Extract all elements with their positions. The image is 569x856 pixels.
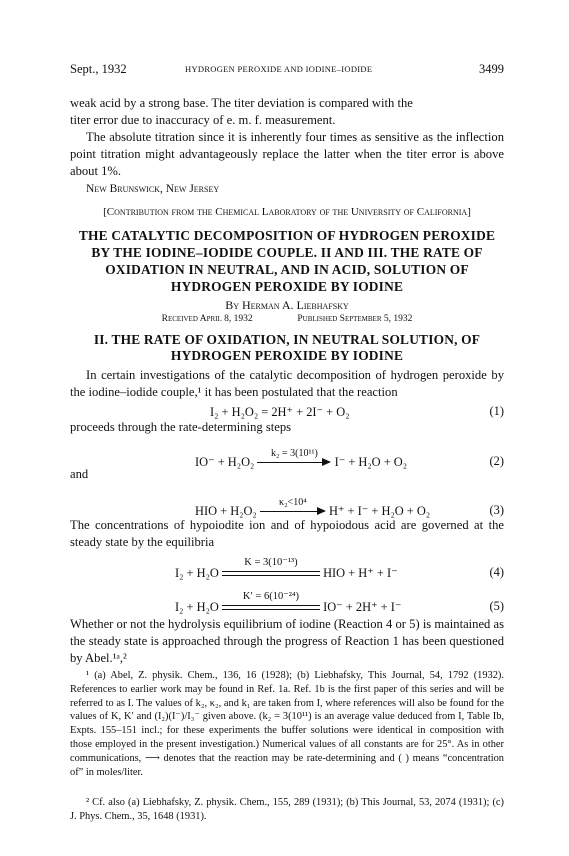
equation-5-products: IO⁻ + 2H⁺ + I⁻ bbox=[323, 600, 402, 614]
section-heading-line-2: HYDROGEN PEROXIDE BY IODINE bbox=[170, 348, 404, 363]
body-paragraph-4: Whether or not the hydrolysis equilibrium of iodine (Reaction 4 or 5) is maintained as the steady state is approached through the progress of Reaction 1 has been questioned by Abel.¹ᵃ,² bbox=[70, 617, 504, 665]
received-date: Received April 8, 1932 bbox=[161, 314, 253, 324]
body-and: and bbox=[70, 467, 89, 481]
intro-paragraph-2: The absolute titration since it is inherently four times as sensitive as the inflection point titration might advantageously replace the latter when the titer error is above about 1%. bbox=[70, 130, 504, 178]
byline: By Herman A. Liebhafsky bbox=[225, 298, 349, 312]
equation-4 bbox=[70, 557, 504, 585]
equation-3-rate-constant: κ₂<10⁴ bbox=[279, 497, 307, 509]
equation-2-rate-constant: k₂ = 3(10¹¹) bbox=[271, 448, 318, 460]
equation-3-number: (3) bbox=[489, 503, 504, 517]
equation-4-number: (4) bbox=[489, 565, 504, 579]
article-title-line-3: OXIDATION IN NEUTRAL, AND IN ACID, SOLUTION OF bbox=[105, 262, 469, 277]
equation-3-products: H⁺ + I⁻ + H₂O + O₂ bbox=[328, 504, 431, 518]
equation-2-reactants: IO⁻ + H₂O₂ bbox=[195, 455, 255, 469]
body-paragraph-1: In certain investigations of the catalytic decomposition of hydrogen peroxide by the iodine–iodide couple,¹ it has been postulated that the reaction bbox=[70, 368, 504, 399]
footnote-1: ¹ (a) Abel, Z. physik. Chem., 136, 16 (1928); (b) Liebhafsky, This Journal, 54, 1792 (1932). References to earlier work may be found in Ref. 1a. Ref. 1b is the first paper of this series and will be referred to as I. The values of k₂, κ₂, and k₁ are taken from I, where references will also be found for the values of K, K′ and (I₂)(I⁻)/I₃⁻ given above. (k₂ = 3(10¹¹) is an average value deduced from I, Table Ib, Expts. 155–151 incl.; for these experiments the buffer solutions were identical in composition with those employed in the present investigation.) Numerical values of all constants are for 25°. As in other communications, ⟶ denotes that the reaction may be rate-determining and ( ) means “concentration of” in moles/liter. bbox=[70, 670, 504, 778]
article-title-line-2: BY THE IODINE–IODIDE COUPLE. II AND III. THE RATE OF bbox=[91, 245, 483, 260]
running-header bbox=[70, 62, 504, 78]
equation-5-constant: K′ = 6(10⁻²⁴) bbox=[242, 591, 300, 603]
body-paragraph-2: proceeds through the rate-determining steps bbox=[70, 420, 292, 434]
equation-5-number: (5) bbox=[489, 599, 504, 613]
equation-4-products: HIO + H⁺ + I⁻ bbox=[323, 566, 398, 580]
page-number: 3499 bbox=[479, 62, 504, 76]
equation-2-number: (2) bbox=[489, 454, 504, 468]
intro-line-1: weak acid by a strong base. The titer deviation is compared with the bbox=[70, 96, 413, 110]
equation-4-reactants: I₂ + H₂O bbox=[175, 566, 219, 580]
published-date: Published September 5, 1932 bbox=[297, 314, 413, 324]
author-location: New Brunswick, New Jersey bbox=[86, 183, 220, 195]
header-date: Sept., 1932 bbox=[70, 62, 127, 76]
contribution-line: [Contribution from the Chemical Laboratory of the University of California] bbox=[103, 206, 471, 218]
equation-5-reactants: I₂ + H₂O bbox=[175, 600, 219, 614]
equation-4-constant: K = 3(10⁻¹³) bbox=[244, 557, 298, 569]
body-paragraph-3: The concentrations of hypoiodite ion and of hypoiodous acid are governed at the steady state by the equilibria bbox=[70, 518, 504, 549]
article-title-line-4: HYDROGEN PEROXIDE BY IODINE bbox=[170, 279, 404, 294]
equation-2-products: I⁻ + H₂O + O₂ bbox=[334, 455, 408, 469]
equation-1-text: I₂ + H₂O₂ = 2H⁺ + 2I⁻ + O₂ bbox=[210, 405, 350, 419]
equation-3-reactants: HIO + H₂O₂ bbox=[195, 504, 257, 518]
equilibrium-arrow bbox=[222, 591, 320, 614]
intro-line-2: titer error due to inaccuracy of e. m. f. measurement. bbox=[70, 113, 336, 127]
article-title-line-1: THE CATALYTIC DECOMPOSITION OF HYDROGEN PEROXIDE bbox=[78, 228, 496, 243]
equation-1-number: (1) bbox=[489, 404, 504, 418]
section-heading-line-1: II. THE RATE OF OXIDATION, IN NEUTRAL SOLUTION, OF bbox=[93, 332, 481, 347]
equilibrium-arrow bbox=[222, 557, 320, 580]
footnote-2: ² Cf. also (a) Liebhafsky, Z. physik. Chem., 155, 289 (1931); (b) This Journal, 53, 2074 (1931); (c) J. Phys. Chem., 35, 1648 (1931). bbox=[70, 797, 504, 822]
header-running-title: HYDROGEN PEROXIDE AND IODINE–IODIDE bbox=[185, 64, 373, 74]
dates-line bbox=[70, 314, 504, 324]
